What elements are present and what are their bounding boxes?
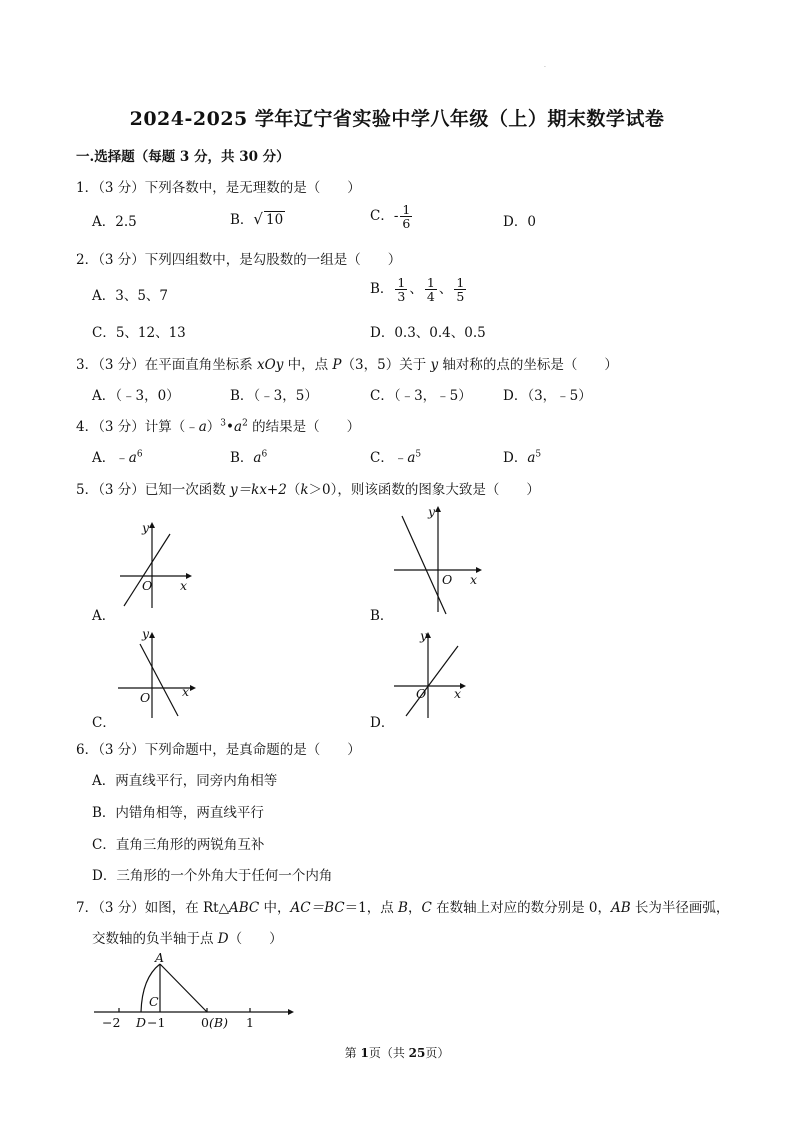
q2-option-b-label: B． xyxy=(370,281,394,297)
q3-stem-xoy: xOy xyxy=(257,357,284,373)
option-label: B． xyxy=(230,450,254,466)
tick-label: −1 xyxy=(147,1015,166,1030)
section-heading: 一.选择题（每题 3 分，共 30 分） xyxy=(76,149,290,165)
q7-stem-italic: C xyxy=(421,900,432,916)
question-4-stem xyxy=(76,415,360,435)
q4-option-b xyxy=(230,446,267,466)
q5-option-c: C． xyxy=(92,715,116,731)
q3-stem-y: y xyxy=(430,357,439,373)
tick-label-b: (B) xyxy=(209,1015,228,1030)
option-label: C．﹣ xyxy=(370,450,408,466)
fraction-numerator: 1 xyxy=(456,275,465,290)
label-c: C xyxy=(149,994,159,1009)
q2-fraction-1 xyxy=(395,276,407,303)
q7-stem-italic: D xyxy=(217,931,229,947)
q7-stem-part: 7．（3 分）如图，在 Rt△ xyxy=(76,900,229,916)
option-var: a xyxy=(253,450,262,466)
origin-label: O xyxy=(442,572,453,587)
fraction-denominator: 5 xyxy=(456,289,465,304)
footer-part: 第 xyxy=(344,1046,361,1060)
q1-option-b-radicand: 10 xyxy=(265,212,284,228)
q7-stem-part: 交数轴的负半轴于点 xyxy=(92,931,218,947)
footer-part: 页（共 xyxy=(368,1046,409,1060)
q6-option-b: B．内错角相等，两直线平行 xyxy=(92,805,264,821)
q2-option-c: C．5、12、13 xyxy=(92,325,186,341)
y-label: y xyxy=(428,504,436,519)
separator: 、 xyxy=(409,281,423,297)
q6-option-c: C．直角三角形的两锐角互补 xyxy=(92,837,265,853)
question-1-stem: 1．（3 分）下列各数中，是无理数的是（ ） xyxy=(76,180,361,196)
origin-label: O xyxy=(416,686,427,701)
q5-function: y＝kx+2 xyxy=(230,482,287,498)
y-axis-arrow-icon xyxy=(435,506,441,512)
scan-dot: . xyxy=(544,62,546,69)
fraction-denominator: 4 xyxy=(426,289,435,304)
q4-stem-part: 4．（3 分）计算（﹣ xyxy=(76,419,199,435)
q2-option-d: D．0.3、0.4、0.5 xyxy=(370,325,486,341)
option-label: D． xyxy=(503,450,528,466)
option-exponent: 5 xyxy=(535,449,542,460)
q4-exponent: 2 xyxy=(242,418,248,429)
fraction-numerator: 1 xyxy=(402,202,411,217)
q2-option-b xyxy=(370,276,468,303)
q3-stem-part: （3，5）关于 xyxy=(341,357,431,373)
option-var: a xyxy=(407,450,416,466)
q5-k: k xyxy=(300,482,309,498)
label-a: A xyxy=(155,950,165,965)
q3-option-b: B．（﹣3，5） xyxy=(230,388,318,404)
q6-option-a: A．两直线平行，同旁内角相等 xyxy=(92,773,278,789)
function-line xyxy=(140,644,178,716)
q1-option-d: D．0 xyxy=(503,214,536,230)
q4-option-d xyxy=(503,446,541,466)
q5-option-a: A． xyxy=(92,608,116,624)
segment-ab xyxy=(160,964,207,1012)
q4-stem-part: ） xyxy=(206,419,221,435)
y-label: y xyxy=(142,520,150,535)
q3-stem-part: 中，点 xyxy=(283,357,333,373)
tick-label: −2 xyxy=(102,1015,121,1030)
footer-total-pages: 25 xyxy=(408,1046,426,1060)
q7-stem-italic: AC＝BC xyxy=(290,900,345,916)
graph-a xyxy=(112,520,192,610)
fraction-denominator: 6 xyxy=(402,216,411,231)
q5-option-d: D． xyxy=(370,715,395,731)
q2-fraction-2 xyxy=(425,276,437,303)
y-label: y xyxy=(420,628,428,643)
tick-label: 1 xyxy=(246,1015,254,1030)
q5-stem-part: ＞0），则该函数的图象大致是（ ） xyxy=(308,482,540,498)
page-footer xyxy=(0,1044,794,1061)
page-title: 2024-2025 学年辽宁省实验中学八年级（上）期末数学试卷 xyxy=(129,108,665,130)
function-line xyxy=(406,646,458,716)
fraction-denominator: 3 xyxy=(397,289,406,304)
q5-option-b: B． xyxy=(370,608,394,624)
q3-stem-part: 3．（3 分）在平面直角坐标系 xyxy=(76,357,258,373)
q3-stem-p: P xyxy=(332,357,342,373)
q7-stem-part: ， xyxy=(407,900,422,916)
graph-c xyxy=(112,626,198,718)
option-exponent: 6 xyxy=(261,449,268,460)
q5-stem-part: 5．（3 分）已知一次函数 xyxy=(76,482,231,498)
option-exponent: 6 xyxy=(136,449,143,460)
q7-stem-italic: B xyxy=(398,900,408,916)
graph-d xyxy=(392,626,472,720)
origin-label: O xyxy=(140,690,151,705)
q4-stem-part: 的结果是（ ） xyxy=(247,419,361,435)
option-var: a xyxy=(527,450,536,466)
q3-stem-part: 轴对称的点的坐标是（ ） xyxy=(438,357,618,373)
x-label: x xyxy=(182,684,190,699)
q1-option-c-fraction xyxy=(400,203,412,230)
q1-option-b xyxy=(230,208,285,228)
q7-stem-part: （ ） xyxy=(228,931,283,947)
question-7-stem-line2 xyxy=(92,927,283,947)
q7-stem-part: 中， xyxy=(259,900,291,916)
footer-part: 页） xyxy=(425,1046,450,1060)
footer-page-number: 1 xyxy=(360,1046,369,1060)
q2-fraction-3 xyxy=(454,276,466,303)
q4-option-a xyxy=(92,446,143,466)
origin-label: O xyxy=(142,578,153,593)
x-label: x xyxy=(470,572,478,587)
q7-stem-italic: ABC xyxy=(228,900,260,916)
q7-stem-italic: AB xyxy=(610,900,631,916)
fraction-numerator: 1 xyxy=(397,275,406,290)
option-label: A．﹣ xyxy=(92,450,129,466)
q7-number-line-figure xyxy=(92,948,302,1034)
x-label: x xyxy=(180,578,188,593)
q5-stem-part: （ xyxy=(286,482,301,498)
tick-label-d: D xyxy=(136,1015,147,1030)
q4-var: a xyxy=(234,419,243,435)
fraction-numerator: 1 xyxy=(426,275,435,290)
number-line-arrow-icon xyxy=(288,1009,294,1015)
q2-option-a: A．3、5、7 xyxy=(92,288,169,304)
q4-var: a xyxy=(198,419,207,435)
option-exponent: 5 xyxy=(415,449,422,460)
q7-stem-part: 在数轴上对应的数分别是 0， xyxy=(431,900,611,916)
x-label: x xyxy=(454,686,462,701)
sqrt-sign-icon: √ xyxy=(253,210,263,228)
q1-option-c-label: C．- xyxy=(370,208,399,224)
option-var: a xyxy=(128,450,137,466)
question-6-stem: 6．（3 分）下列命题中，是真命题的是（ ） xyxy=(76,742,361,758)
q3-option-c: C．（﹣3，﹣5） xyxy=(370,388,472,404)
y-axis-arrow-icon xyxy=(149,522,155,528)
q6-option-d: D．三角形的一个外角大于任何一个内角 xyxy=(92,868,333,884)
q4-stem-part: • xyxy=(226,419,234,435)
y-label: y xyxy=(142,626,150,641)
question-2-stem: 2．（3 分）下列四组数中，是勾股数的一组是（ ） xyxy=(76,252,402,268)
q1-option-a: A．2.5 xyxy=(92,214,137,230)
separator: 、 xyxy=(438,281,453,297)
question-5-stem xyxy=(76,478,540,498)
q3-option-a: A．（﹣3，0） xyxy=(92,388,180,404)
function-line xyxy=(124,534,170,606)
q1-option-b-label: B． xyxy=(230,212,254,228)
graph-b xyxy=(392,502,482,614)
q1-option-c xyxy=(370,203,414,230)
tick-label: 0 xyxy=(201,1015,209,1030)
q4-exponent: 3 xyxy=(220,418,227,429)
q3-option-d: D．（3，﹣5） xyxy=(503,388,592,404)
q4-option-c xyxy=(370,446,421,466)
function-line xyxy=(402,516,446,614)
x-axis-arrow-icon xyxy=(190,685,196,691)
question-3-stem xyxy=(76,353,618,373)
question-7-stem xyxy=(76,896,729,916)
q7-stem-part: ＝1，点 xyxy=(344,900,399,916)
y-axis-arrow-icon xyxy=(149,632,155,638)
q7-stem-part: 长为半径画弧， xyxy=(630,900,730,916)
